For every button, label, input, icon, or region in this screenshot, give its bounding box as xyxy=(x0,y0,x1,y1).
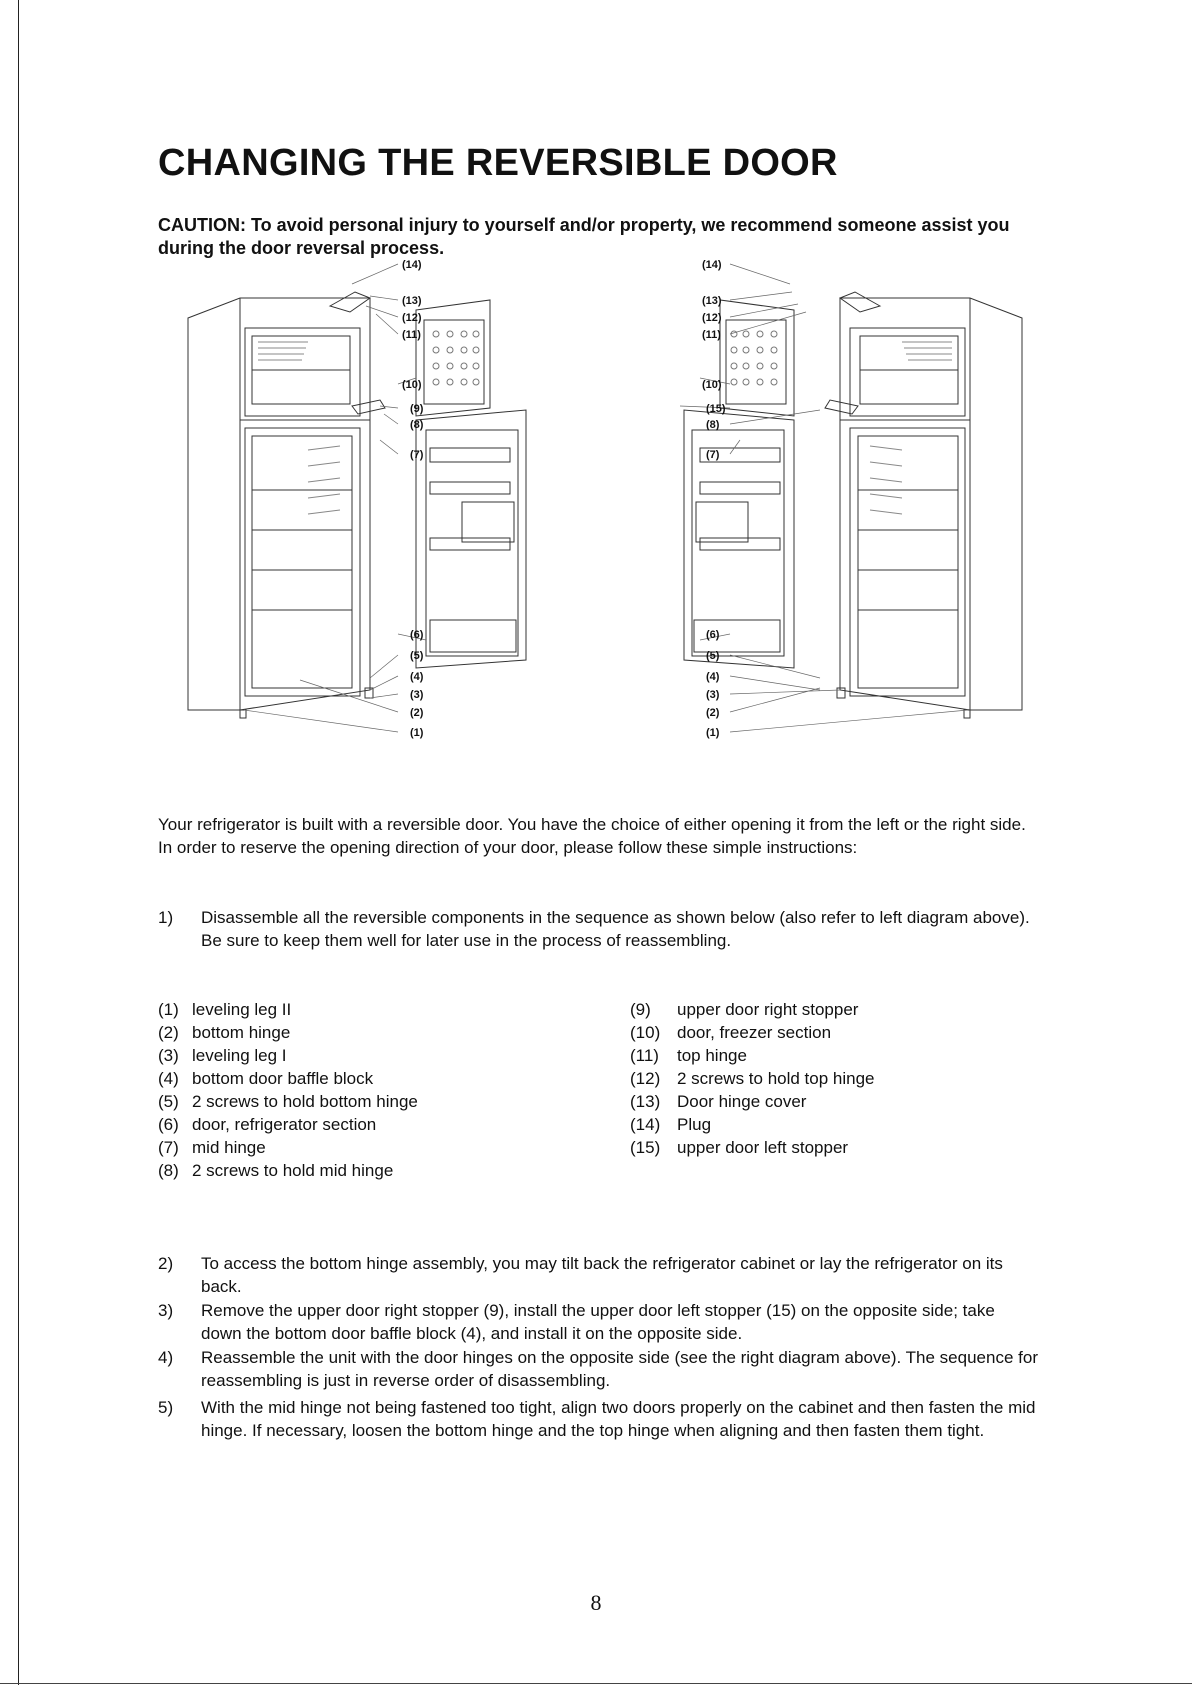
diagram-label: (1) xyxy=(706,727,720,739)
page-number: 8 xyxy=(590,1590,602,1615)
list-item xyxy=(158,1159,418,1182)
part-name: mid hinge xyxy=(192,1138,266,1157)
diagram-label: (11) xyxy=(702,329,721,341)
diagram-label: (2) xyxy=(706,707,720,719)
list-item xyxy=(158,1090,418,1113)
part-name: bottom hinge xyxy=(192,1023,291,1042)
diagram-label: (15) xyxy=(706,403,726,415)
step-number: 2) xyxy=(158,1254,174,1273)
diagram-label: (4) xyxy=(410,671,424,683)
part-number: (5) xyxy=(158,1092,179,1111)
diagram-label: (6) xyxy=(706,629,720,641)
part-number: (15) xyxy=(630,1138,661,1157)
diagram-label: (6) xyxy=(410,629,424,641)
list-item xyxy=(630,1021,875,1044)
diagram-label: (12) xyxy=(702,312,722,324)
step-text: With the mid hinge not being fastened too tight, align two doors properly on the cabinet and then fasten the mid hinge. If necessary, loosen the bottom hinge and the top hinge when aligning and then fasten them tight. xyxy=(201,1398,1036,1440)
list-item xyxy=(630,1067,875,1090)
diagram-label: (9) xyxy=(410,403,424,415)
parts-list-left xyxy=(158,998,418,1182)
part-name: Door hinge cover xyxy=(677,1092,807,1111)
diagram-label: (10) xyxy=(402,379,422,391)
part-number: (1) xyxy=(158,1000,179,1019)
diagram-label: (12) xyxy=(402,312,422,324)
part-number: (11) xyxy=(630,1046,659,1065)
list-item xyxy=(630,1113,875,1136)
step-4 xyxy=(158,1346,1038,1392)
part-name: 2 screws to hold mid hinge xyxy=(192,1161,394,1180)
part-number: (6) xyxy=(158,1115,179,1134)
step-number: 5) xyxy=(158,1398,174,1417)
left-cabinet-drawing xyxy=(188,292,385,718)
part-name: 2 screws to hold bottom hinge xyxy=(192,1092,418,1111)
part-name: 2 screws to hold top hinge xyxy=(677,1069,875,1088)
list-item xyxy=(630,1090,875,1113)
part-number: (2) xyxy=(158,1023,179,1042)
diagram-label: (10) xyxy=(702,379,722,391)
part-number: (7) xyxy=(158,1138,179,1157)
right-cabinet-drawing xyxy=(825,292,1022,718)
part-number: (4) xyxy=(158,1069,179,1088)
step-text: To access the bottom hinge assembly, you may tilt back the refrigerator cabinet or lay the refrigerator on its back. xyxy=(201,1254,1003,1296)
part-name: upper door right stopper xyxy=(677,1000,859,1019)
part-number: (9) xyxy=(630,1000,651,1019)
diagram-label: (3) xyxy=(706,689,720,701)
part-name: top hinge xyxy=(677,1046,747,1065)
door-reversal-diagram xyxy=(180,259,1030,800)
diagram-label: (11) xyxy=(402,329,421,341)
page-title: CHANGING THE REVERSIBLE DOOR xyxy=(158,142,838,184)
intro-paragraph: Your refrigerator is built with a reversible door. You have the choice of either opening it from the left or the right side. In order to reserve the opening direction of your door, please follow these simple instructions: xyxy=(158,815,1026,857)
part-name: upper door left stopper xyxy=(677,1138,849,1157)
step-text: Reassemble the unit with the door hinges on the opposite side (see the right diagram above). The sequence for reassembling is just in reverse order of disassembling. xyxy=(201,1348,1038,1390)
diagram-label: (13) xyxy=(702,295,722,307)
step-1 xyxy=(158,906,1038,952)
step-text: Remove the upper door right stopper (9), install the upper door left stopper (15) on the opposite side; take down the bottom door baffle block (4), and install it on the opposite side. xyxy=(201,1301,995,1343)
diagram-label: (4) xyxy=(706,671,720,683)
part-number: (8) xyxy=(158,1161,179,1180)
part-number: (12) xyxy=(630,1069,661,1088)
left-doors-drawing xyxy=(416,300,526,668)
caution-text: CAUTION: To avoid personal injury to yourself and/or property, we recommend someone assist you during the door reversal process. xyxy=(158,215,1010,258)
page-bottom-border xyxy=(0,1683,1192,1684)
part-number: (13) xyxy=(630,1092,661,1111)
step-number: 4) xyxy=(158,1348,174,1367)
part-number: (14) xyxy=(630,1115,661,1134)
part-name: door, refrigerator section xyxy=(192,1115,377,1134)
diagram-label: (8) xyxy=(410,419,424,431)
step-number: 3) xyxy=(158,1301,174,1320)
part-number: (3) xyxy=(158,1046,179,1065)
list-item xyxy=(158,1044,418,1067)
part-name: leveling leg II xyxy=(192,1000,292,1019)
part-name: Plug xyxy=(677,1115,712,1134)
parts-list-right xyxy=(630,998,875,1159)
list-item xyxy=(630,998,875,1021)
list-item xyxy=(630,1136,875,1159)
part-name: door, freezer section xyxy=(677,1023,832,1042)
list-item xyxy=(158,998,418,1021)
list-item xyxy=(158,1067,418,1090)
part-name: leveling leg I xyxy=(192,1046,287,1065)
list-item xyxy=(158,1113,418,1136)
diagram-label: (7) xyxy=(410,449,424,461)
diagram-label: (7) xyxy=(706,449,720,461)
diagram-label: (1) xyxy=(410,727,424,739)
part-name: bottom door baffle block xyxy=(192,1069,374,1088)
diagram-label: (2) xyxy=(410,707,424,719)
diagram-label: (5) xyxy=(706,650,720,662)
diagram-label: (5) xyxy=(410,650,424,662)
diagram-label: (14) xyxy=(702,259,722,271)
diagram-label: (3) xyxy=(410,689,424,701)
page-left-border xyxy=(18,0,19,1685)
list-item xyxy=(630,1044,875,1067)
step-number: 1) xyxy=(158,908,174,927)
step-2 xyxy=(158,1252,1038,1298)
list-item xyxy=(158,1136,418,1159)
list-item xyxy=(158,1021,418,1044)
right-doors-drawing xyxy=(684,300,794,668)
step-5 xyxy=(158,1396,1038,1442)
diagram-label: (14) xyxy=(402,259,422,271)
step-text: Disassemble all the reversible components in the sequence as shown below (also refer to left diagram above). Be sure to keep them well for later use in the process of reassembling. xyxy=(201,908,1030,950)
step-3 xyxy=(158,1299,1038,1345)
diagram-label: (8) xyxy=(706,419,720,431)
part-number: (10) xyxy=(630,1023,661,1042)
diagram-label: (13) xyxy=(402,295,422,307)
